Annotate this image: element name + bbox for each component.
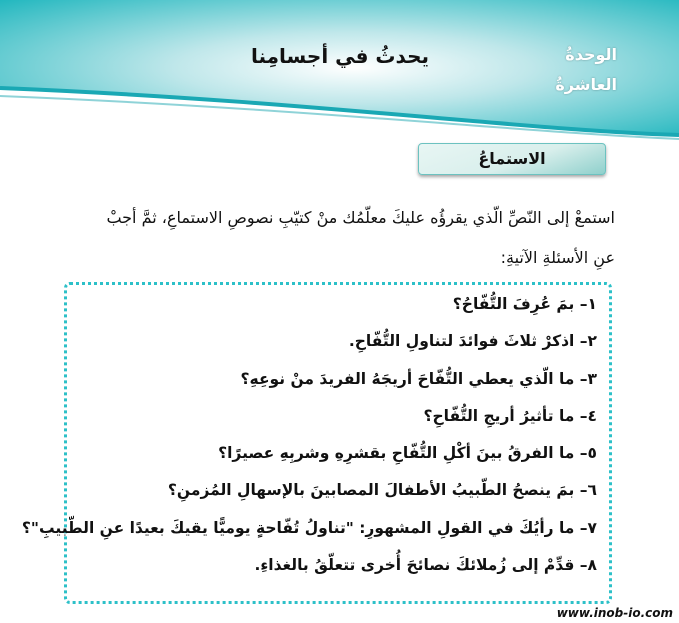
question-item: ٤– ما تأثيرُ أريجِ التُّفّاحِ؟ <box>423 406 597 425</box>
unit-label-line2: العاشرةُ <box>555 75 617 94</box>
question-item: ٦– بمَ ينصحُ الطّبيبُ الأطفالَ المصابينَ بالإسهالِ المُزمنِ؟ <box>167 481 597 500</box>
watermark: www.inob-io.com <box>556 606 673 620</box>
questions-list <box>21 286 597 584</box>
instructions-line2: عنِ الأسئلةِ الآتيةِ: <box>500 248 615 267</box>
question-item: ٨– قدِّمْ إلى زُملائكَ نصائحَ أُخرى تتعلّقُ بالغذاءِ. <box>254 556 597 575</box>
question-item: ٥– ما الفرقُ بينَ أكْلِ التُّفّاحِ بقشرِهِ وشربِهِ عصيرًا؟ <box>218 444 597 463</box>
instructions <box>55 198 615 278</box>
question-item: ٧– ما رأيُكَ في القولِ المشهورِ: "تناولُ تُفّاحةٍ يوميًّا يقيكَ بعيدًا عنِ الطّبيبِ"؟ <box>21 518 597 537</box>
section-tab-listening: الاستماعُ <box>418 143 606 175</box>
question-item: ٢– اذكرْ ثلاثَ فوائدَ لتناولِ التُّفّاحِ. <box>348 332 597 351</box>
instructions-line1: استمعْ إلى النّصِّ الّذي يقرؤُه عليكَ معلّمُك منْ كتيّبِ نصوصِ الاستماعِ، ثمَّ أجبْ <box>106 208 615 227</box>
lesson-title: يحدثُ في أجسامِنا <box>250 44 430 68</box>
unit-label-line1: الوحدةُ <box>565 45 617 64</box>
question-item: ٣– ما الّذي يعطي التُّفّاحَ أريجَهُ الفريدَ منْ نوعِهِ؟ <box>240 369 597 388</box>
header-banner <box>0 0 679 140</box>
question-item: ١– بمَ عُرِفَ التُّفّاحُ؟ <box>452 295 597 313</box>
unit-label <box>555 40 617 100</box>
